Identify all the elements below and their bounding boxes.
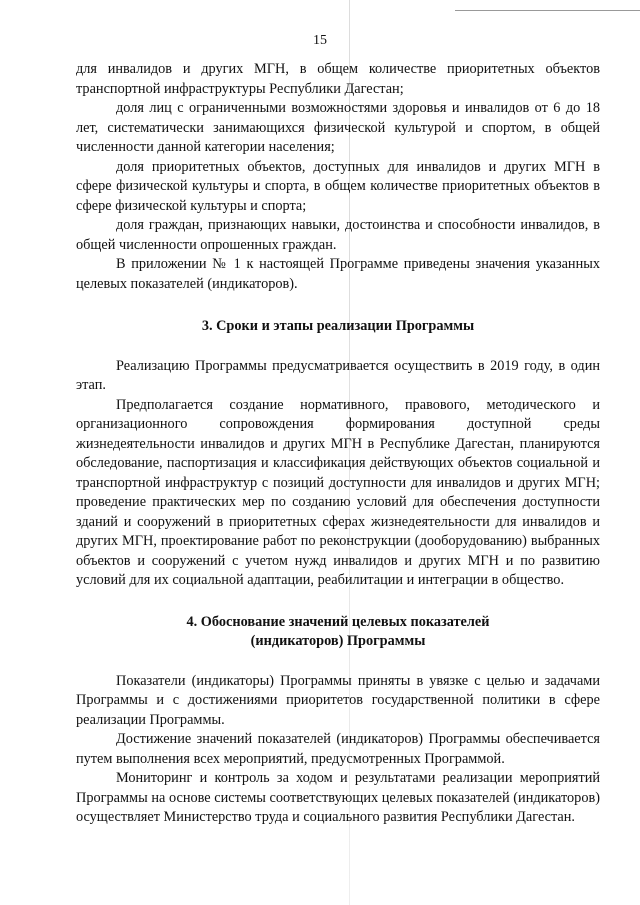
paragraph: Реализацию Программы предусматривается осуществить в 2019 году, в один этап. xyxy=(76,357,600,393)
paragraph: Показатели (индикаторы) Программы приняты в увязке с целью и задачами Программы и с достижениями приоритетов государственной политики в сфере реализации Программы. xyxy=(76,672,600,728)
paragraph: доля граждан, признающих навыки, достоинства и способности инвалидов, в общей численности опрошенных граждан. xyxy=(76,217,600,253)
paragraph: Мониторинг и контроль за ходом и результатами реализации мероприятий Программы на основе системы соответствующих целевых показателей (индикаторов) осуществляет Министерство труда и социального развития Республики Дагестан. xyxy=(76,770,600,825)
paragraph: доля лиц с ограниченными возможностями здоровья и инвалидов от 6 до 18 лет, систематически занимающихся физической культурой и спортом, в общей численности данной категории населения; xyxy=(76,100,600,155)
page-corner-tab xyxy=(455,0,640,11)
paragraph: доля приоритетных объектов, доступных для инвалидов и других МГН в сфере физической культуры и спорта, в общем количестве приоритетных объектов в сфере физической культуры и спорта; xyxy=(76,158,600,214)
paragraph: Предполагается создание нормативного, правового, методического и организационного сопровождения формирования доступной среды жизнедеятельности инвалидов и других МГН в Республике Дагестан, планируются обследование, паспортизация и классификация действующих объектов социальной и транспортной инфраструктур с позиций доступности для инвалидов и других МГН; проведение практических мер по созданию условий для обеспечения доступности зданий и сооружений в приоритетных сферах жизнедеятельности для инвалидов и других МГН, проектирование работ по реконструкции (дооборудованию) выбранных объектов и сооружений с учетом нужд инвалидов и других МГН и по развитию условий для их социальной адаптации, реабилитации и интеграции в общество. xyxy=(76,396,600,588)
paragraph: для инвалидов и других МГН, в общем количестве приоритетных объектов транспортной инфраструктуры Республики Дагестан; xyxy=(76,61,600,97)
section-heading-line: 4. Обоснование значений целевых показателей xyxy=(186,613,490,630)
paragraph: В приложении № 1 к настоящей Программе приведены значения указанных целевых показателей (индикаторов). xyxy=(76,256,600,292)
section-heading-line: (индикаторов) Программы xyxy=(250,633,426,649)
page-number: 15 xyxy=(313,33,327,48)
section-heading: 3. Сроки и этапы реализации Программы xyxy=(201,318,475,334)
section-heading xyxy=(76,613,600,652)
paragraph: Достижение значений показателей (индикаторов) Программы обеспечивается путем выполнения всех мероприятий, предусмотренных Программой. xyxy=(76,731,600,767)
document-body xyxy=(76,60,600,828)
